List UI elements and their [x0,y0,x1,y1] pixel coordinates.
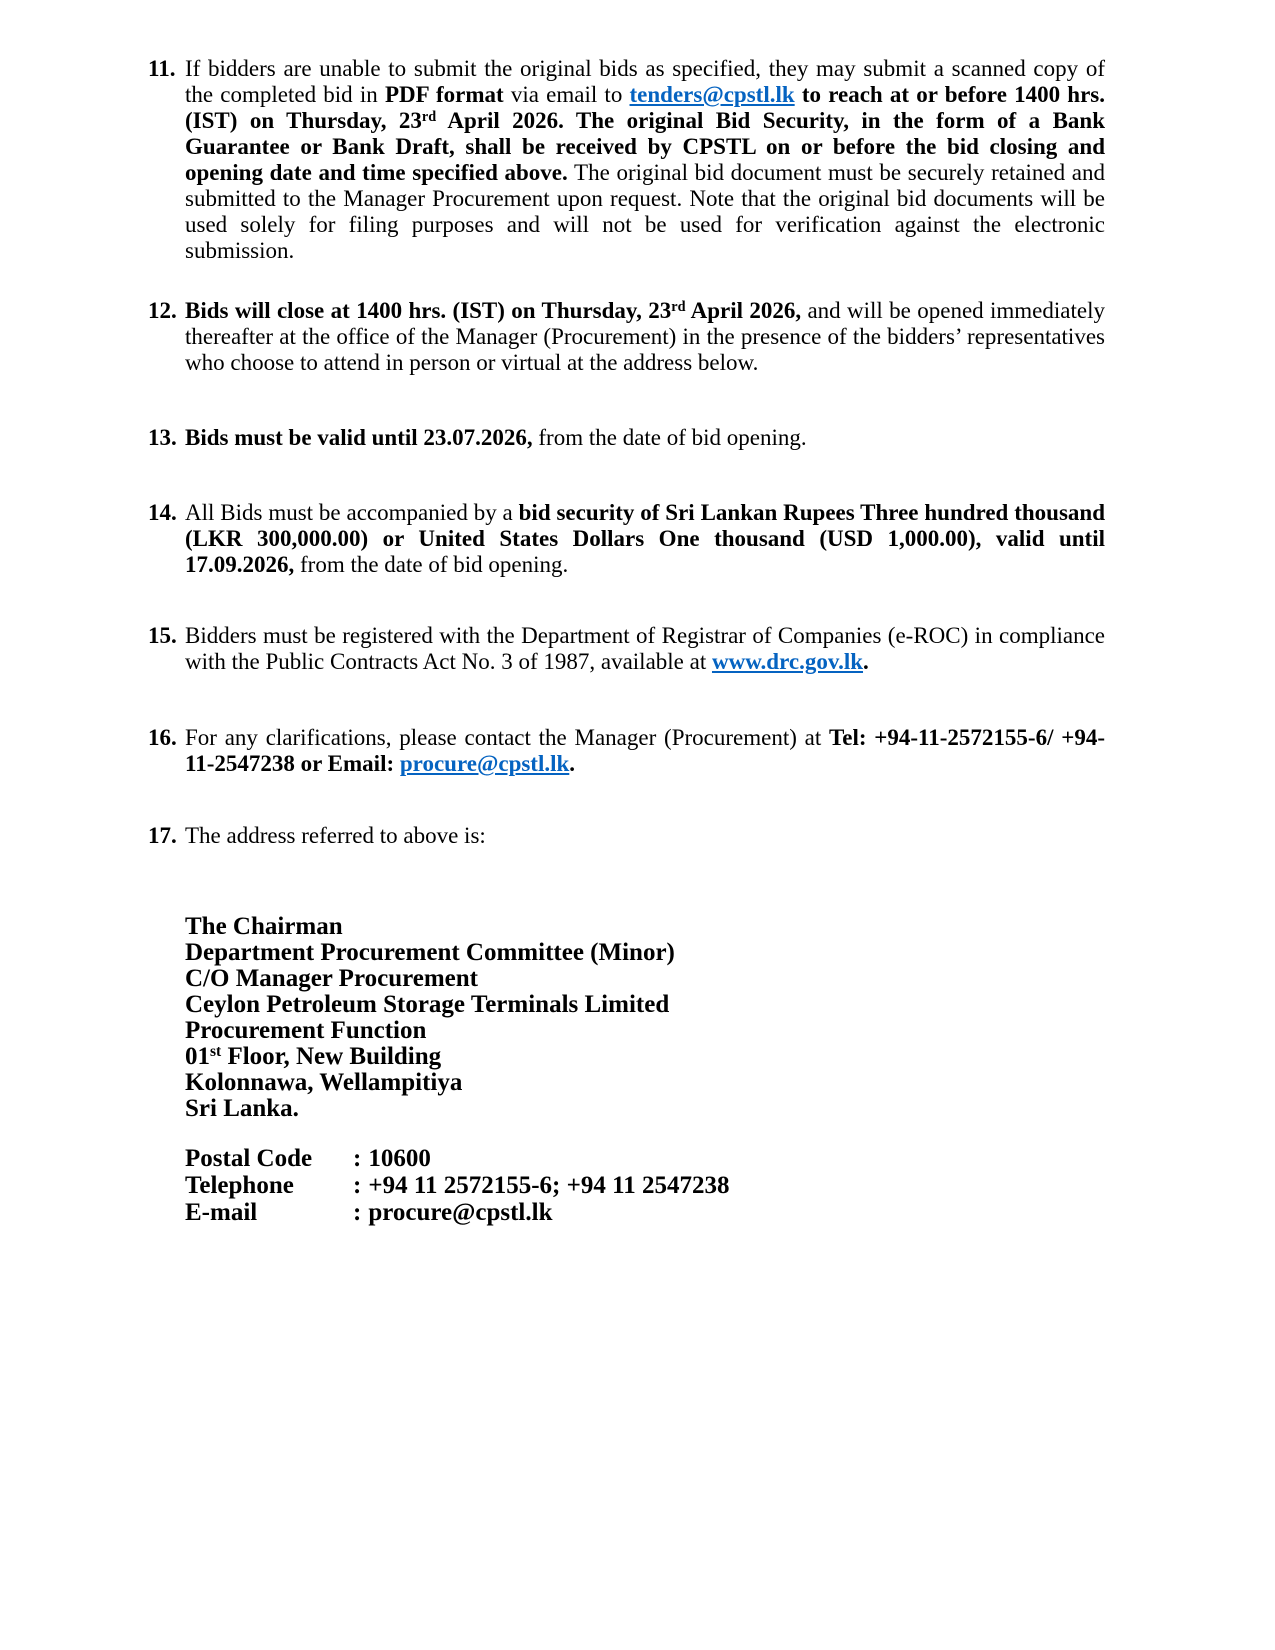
text-run: Sri Lanka. [185,1095,299,1122]
text-run: 01 [185,1043,210,1070]
item-number: 15. [148,623,177,648]
text-run: and will be opened immediately thereafter at the office of the Manager (Procurement) in the presence of the bidders’ representatives who choose to attend in person or virtual at the address below. [185,298,1105,375]
hyperlink[interactable]: procure@cpstl.lk [399,751,570,776]
text-run: from the date of bid opening. [532,425,807,450]
item-text [185,425,1105,451]
text-run: Bids will close at 1400 hrs. (IST) on Thursday, 23 [185,298,672,323]
text-run: PDF format [384,82,504,107]
text-run: For any clarifications, please contact the Manager (Procurement) at [185,725,829,750]
contact-value: +94 11 2572155-6; +94 11 2547238 [368,1172,730,1199]
address-line [185,992,1105,1018]
item-number: 16. [148,725,177,750]
contact-table [185,1145,1105,1226]
list-item-15 [148,623,1105,675]
contact-value: procure@cpstl.lk [368,1199,553,1226]
text-run: to reach at or before 1400 hrs. (IST) on Thursday, 23 [185,82,1105,133]
contact-row-telephone [185,1172,1105,1199]
list-item-14 [148,500,1105,578]
text-run: via email to [503,82,630,107]
text-run: Ceylon Petroleum Storage Terminals Limited [185,991,670,1018]
item-number: 17. [148,823,177,848]
address-line [185,966,1105,992]
address-line [185,1070,1105,1096]
numbered-list [148,56,1105,849]
text-run: April 2026. The original Bid Security, in the form of a Bank Guarantee or Bank Draft, shall be received by CPSTL on or before the bid closing and opening date and time specified above. [185,108,1105,185]
address-line [185,1018,1105,1044]
item-text [185,56,1105,264]
item-text [185,823,1105,849]
item-text [185,623,1105,675]
text-run: Bidders must be registered with the Department of Registrar of Companies (e-ROC) in compliance with the Public Contracts Act No. 3 of 1987, available at [185,623,1105,674]
superscript-text: st [210,1043,222,1061]
text-run: from the date of bid opening. [294,552,569,577]
list-item-13 [148,425,1105,451]
contact-label: Telephone [185,1172,294,1199]
list-item-12 [148,298,1105,376]
contact-label: E-mail [185,1199,258,1226]
address-line [185,914,1105,940]
contact-row-e-mail [185,1199,1105,1226]
list-item-11 [148,56,1105,264]
address-line [185,1044,1105,1070]
item-number: 13. [148,425,177,450]
text-run: Tel: +94-11-2572155-6/ +94-11-2547238 or Email: [185,725,1105,776]
item-number: 14. [148,500,177,525]
item-number: 12. [148,298,177,323]
contact-value: 10600 [368,1145,431,1172]
text-run: Procurement Function [185,1017,427,1044]
text-run: . [569,751,576,776]
contact-separator: : [353,1145,362,1172]
address-block [185,914,1105,1122]
text-run: The address referred to above is: [185,823,486,848]
hyperlink[interactable]: tenders@cpstl.lk [629,82,795,107]
item-text [185,500,1105,578]
text-run: C/O Manager Procurement [185,965,478,992]
text-run: bid security of Sri Lankan Rupees Three hundred thousand (LKR 300,000.00) or United States Dollars One thousand (USD 1,000.00), valid until 17.09.2026, [185,500,1105,577]
text-run: . [863,649,869,674]
text-run: All Bids must be accompanied by a [185,500,519,525]
superscript-text: rd [671,298,686,315]
text-run: Floor, New Building [221,1043,442,1070]
item-text [185,298,1105,376]
text-run: The Chairman [185,913,343,940]
contact-row-postal-code [185,1145,1105,1172]
text-run: April 2026, [685,298,802,323]
address-line [185,1096,1105,1122]
superscript-text: rd [421,108,437,125]
list-item-16 [148,725,1105,777]
text-run: The original bid document must be securely retained and submitted to the Manager Procurement upon request. Note that the original bid documents will be used solely for filing purposes and will not be used for verification against the electronic submission. [185,160,1106,263]
text-run: Department Procurement Committee (Minor) [185,939,675,966]
item-text [185,725,1105,777]
hyperlink[interactable]: www.drc.gov.lk [711,649,864,674]
text-run: Bids must be valid until 23.07.2026, [185,425,533,450]
contact-label: Postal Code [185,1145,313,1172]
text-run: If bidders are unable to submit the original bids as specified, they may submit a scanned copy of the completed bid in [185,56,1105,107]
item-number: 11. [148,56,176,81]
text-run: Kolonnawa, Wellampitiya [185,1069,463,1096]
list-item-17 [148,823,1105,849]
contact-separator: : [353,1199,362,1226]
address-line [185,940,1105,966]
contact-separator: : [353,1172,362,1199]
